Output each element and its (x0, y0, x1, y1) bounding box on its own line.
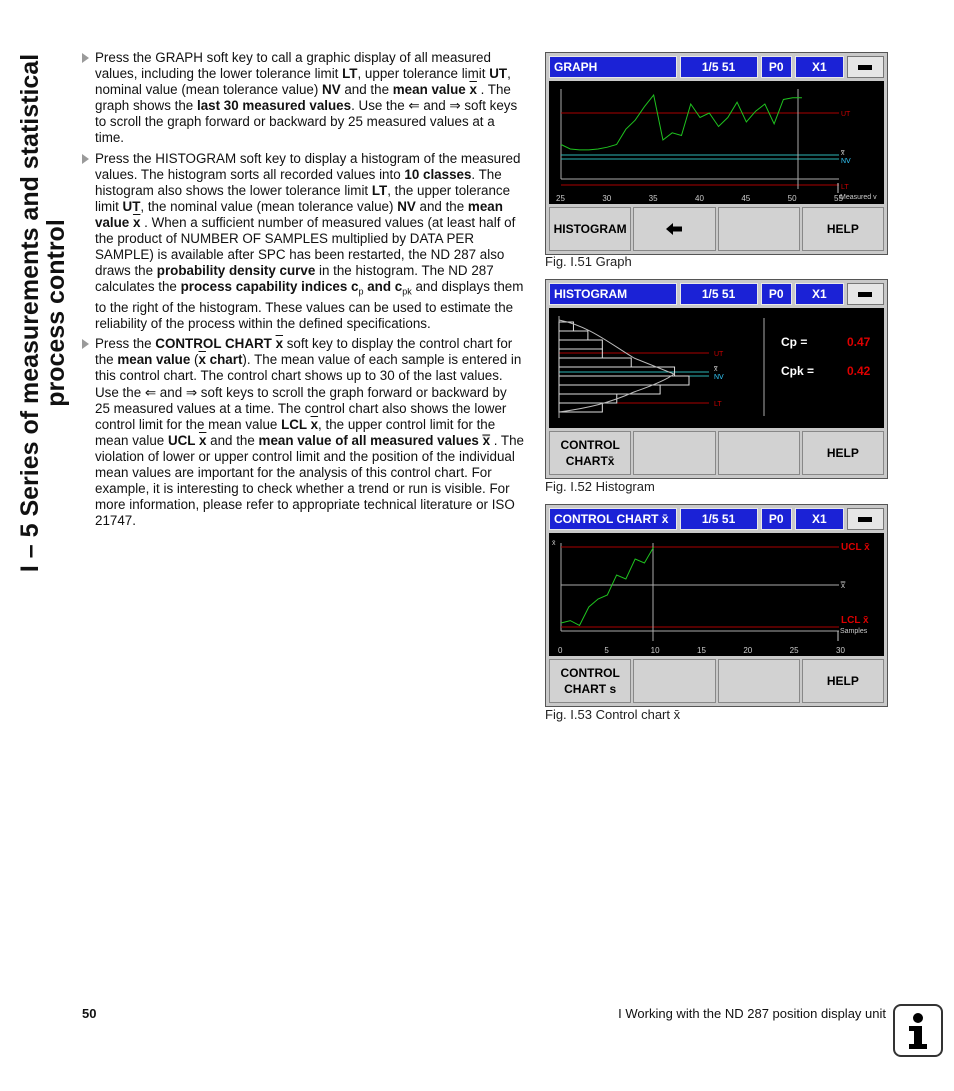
text-run: and displays them to the right of the histogram. These values can be used to estimate the reliability of the process within the defined specifications. (95, 279, 524, 332)
empty-soft-key[interactable] (718, 659, 800, 703)
x-tick-label: 5 (604, 646, 609, 655)
x-tick-label: 25 (556, 194, 565, 203)
text-run: 10 classes (404, 166, 472, 182)
sample-counter: 1/5 51 (680, 508, 758, 530)
text-run: LT (371, 182, 388, 198)
x-tick-label: 40 (695, 194, 704, 203)
screen-title: GRAPH (549, 56, 677, 78)
ut-label: UT (841, 111, 851, 118)
x-tick-label: 10 (650, 646, 660, 655)
text-run: . When a sufficient number of measured values (at least half of the product of NUMBER OF SAMPLES multiplied by DATA PER SAMPLE) is available after SPC has been restarted, the ND 287 also draws the (95, 214, 516, 279)
text-run: and the (415, 198, 468, 214)
histogram-soft-key[interactable]: HISTOGRAM (549, 207, 631, 251)
text-run: pk (402, 286, 412, 297)
info-icon (893, 1004, 943, 1057)
text-run: and c (363, 279, 403, 295)
text-run: Press the GRAPH soft key to call a graphic display of all measured values, including the lower tolerance limit (95, 50, 491, 82)
text-run: NV (322, 82, 341, 98)
x-axis-label: Samples (840, 628, 868, 635)
text-run: p (358, 286, 364, 297)
control-chart-xbar-soft-key[interactable]: CONTROL CHARTx̄ (549, 431, 631, 475)
help-soft-key[interactable]: HELP (802, 659, 884, 703)
empty-soft-key[interactable] (718, 431, 800, 475)
control-chart (549, 533, 884, 645)
text-run: mean value of all measured values (258, 432, 483, 448)
minus-icon (847, 56, 884, 78)
control-chart-s-soft-key[interactable]: CONTROL CHART s (549, 659, 631, 703)
x-tick-label: 30 (602, 194, 612, 203)
text-run: x̿ (482, 432, 491, 448)
histogram-display (549, 308, 884, 428)
xbar-label: x (714, 366, 718, 373)
text-run: $\overline{x}$ (469, 82, 477, 98)
text-run: UCL (167, 432, 199, 448)
preset-indicator: P0 (761, 56, 792, 78)
text-run: , the nominal value (mean tolerance value) (140, 198, 398, 214)
sample-counter: 1/5 51 (680, 56, 758, 78)
ucl-label: UCL x̄ (841, 542, 870, 553)
cpk-value: 0.42 (847, 364, 871, 378)
control-x-ticks (549, 644, 884, 656)
text-run: last 30 measured values (196, 98, 352, 114)
cp-label: Cp = (781, 335, 808, 349)
paragraph-graph (82, 50, 524, 147)
histogram-chart (549, 308, 884, 428)
footer-title: I Working with the ND 287 position display unit (618, 1006, 886, 1021)
minus-icon (847, 283, 884, 305)
text-run: $\overline{x}$ (198, 352, 206, 368)
text-run: UT (122, 198, 141, 214)
text-run: $\overline{x}$ (198, 432, 207, 448)
xbar-label: x (841, 150, 845, 157)
text-run: mean value (117, 352, 191, 368)
lt-label: LT (841, 184, 849, 191)
sample-counter: 1/5 51 (680, 283, 758, 305)
preset-indicator: P0 (761, 508, 792, 530)
mean-label: x̿ (841, 581, 845, 590)
status-bar (549, 283, 884, 305)
figure-caption-graph: Fig. I.51 Graph (545, 254, 632, 269)
figure-caption-control-chart: Fig. I.53 Control chart x̄ (545, 707, 681, 722)
text-run: process capability indices c (180, 279, 359, 295)
x-tick-label: 50 (787, 194, 797, 203)
chapter-title-line1: I – 5 Series of measurements and statistical (16, 53, 45, 572)
screen-title: HISTOGRAM (549, 283, 677, 305)
text-run: Press the HISTOGRAM soft key to display a histogram of the measured values. The histogram sorts all recorded values into (95, 150, 521, 182)
empty-soft-key[interactable] (718, 207, 800, 251)
arrow-left-icon (665, 222, 683, 236)
page-number: 50 (82, 1006, 97, 1021)
text-run: LCL (281, 416, 311, 432)
text-run: ). The mean value of each sample is entered in this control chart. The control chart shows up to 30 of the last values. Use the ⇐ and ⇒ soft keys to scroll the graph forward or backward by 25 measured values at a time. The control chart also shows the lower control limit for the mean value (95, 352, 522, 432)
text-run: soft key to display the control chart for the (95, 336, 513, 368)
bullet-arrow-icon (82, 53, 89, 63)
nv-label: NV (841, 158, 851, 165)
text-run: NV (397, 198, 416, 214)
minus-icon (847, 508, 884, 530)
text-run: and the (206, 432, 259, 448)
histogram-bar (559, 331, 588, 340)
soft-key-bar (549, 207, 884, 251)
text-run: , nominal value (mean tolerance value) (95, 66, 511, 98)
figure-caption-histogram: Fig. I.52 Histogram (545, 479, 655, 494)
figure-histogram-screen (545, 279, 888, 479)
lt-label: LT (714, 401, 722, 408)
text-run: mean value (392, 82, 470, 98)
x-tick-label: 55 (834, 194, 843, 203)
histogram-bar (559, 340, 602, 349)
nv-label: NV (714, 374, 724, 381)
text-run: UT (489, 66, 508, 82)
text-run: . The histogram also shows the lower tolerance limit (95, 166, 502, 198)
help-soft-key[interactable]: HELP (802, 431, 884, 475)
figure-control-chart-screen (545, 504, 888, 707)
bullet-arrow-icon (82, 154, 89, 164)
control-series-line (561, 547, 654, 625)
lcl-label: LCL x̄ (841, 615, 869, 626)
paragraph-histogram (82, 151, 524, 333)
soft-key-bar (549, 659, 884, 703)
histogram-bar (559, 385, 660, 394)
x-tick-label: 45 (741, 194, 751, 203)
text-run: in the histogram. The ND 287 calculates the (95, 263, 494, 295)
text-run: $\overline{x}$ (275, 336, 284, 352)
empty-soft-key[interactable] (633, 659, 715, 703)
paragraph-control-chart (82, 336, 524, 529)
text-run: . The violation of lower or upper control limit and the position of the individual mean values are important for the analysis of this control chart. For example, it is interesting to check whether a trend or run is visible. For more information, please refer to appropriate technical literature or ISO 21747. (95, 432, 525, 529)
axis-indicator: X1 (795, 56, 844, 78)
cp-value: 0.47 (847, 335, 871, 349)
x-tick-label: 35 (648, 194, 658, 203)
status-bar (549, 508, 884, 530)
control-chart-display (549, 533, 884, 645)
histogram-bar (559, 358, 631, 367)
text-run: CONTROL CHART (155, 336, 276, 352)
y-axis-label: x̄ (552, 540, 556, 547)
paragraph-histogram-text (95, 151, 523, 332)
text-run: mean value (95, 198, 503, 230)
screen-title: CONTROL CHART x̄ (549, 508, 677, 530)
text-run: , upper tolerance limit (357, 66, 490, 82)
x-tick-label: 15 (697, 646, 706, 655)
chapter-side-title (8, 40, 78, 585)
x-tick-label: 20 (743, 646, 753, 655)
text-run: ( (190, 352, 199, 368)
text-run: Press the (95, 336, 156, 352)
soft-key-bar (549, 431, 884, 475)
help-soft-key[interactable]: HELP (802, 207, 884, 251)
text-run: probability density curve (156, 263, 316, 279)
figure-graph-screen (545, 52, 888, 255)
text-run: , the upper tolerance limit (95, 182, 511, 214)
body-text (82, 50, 524, 533)
text-run: and the (340, 82, 393, 98)
x-tick-label: 0 (558, 646, 563, 655)
axis-indicator: X1 (795, 508, 844, 530)
paragraph-graph-text (95, 50, 517, 145)
ut-label: UT (714, 351, 724, 358)
bullet-arrow-icon (82, 339, 89, 349)
status-bar (549, 56, 884, 78)
text-run: LT (342, 66, 358, 82)
text-run: chart (205, 352, 243, 368)
text-run: . The graph shows the (95, 82, 511, 114)
arrow-left-soft-key[interactable] (633, 207, 715, 251)
paragraph-control-chart-text (95, 336, 524, 528)
text-run: $\overline{x}$ (132, 214, 141, 230)
x-axis-label: Measured v (840, 194, 877, 201)
axis-indicator: X1 (795, 283, 844, 305)
cpk-label: Cpk = (781, 364, 815, 378)
preset-indicator: P0 (761, 283, 792, 305)
chapter-title-line2: process control (42, 218, 71, 407)
x-tick-label: 30 (836, 646, 845, 655)
text-run: $\overline{x}$ (310, 416, 319, 432)
text-run: , the upper control limit for the mean value (95, 416, 496, 448)
x-tick-label: 25 (789, 646, 799, 655)
text-run: . Use the ⇐ and ⇒ soft keys to scroll the graph forward or backward by 25 measured values at a time. (95, 98, 518, 146)
empty-soft-key[interactable] (633, 431, 715, 475)
graph-series-line (561, 95, 802, 150)
